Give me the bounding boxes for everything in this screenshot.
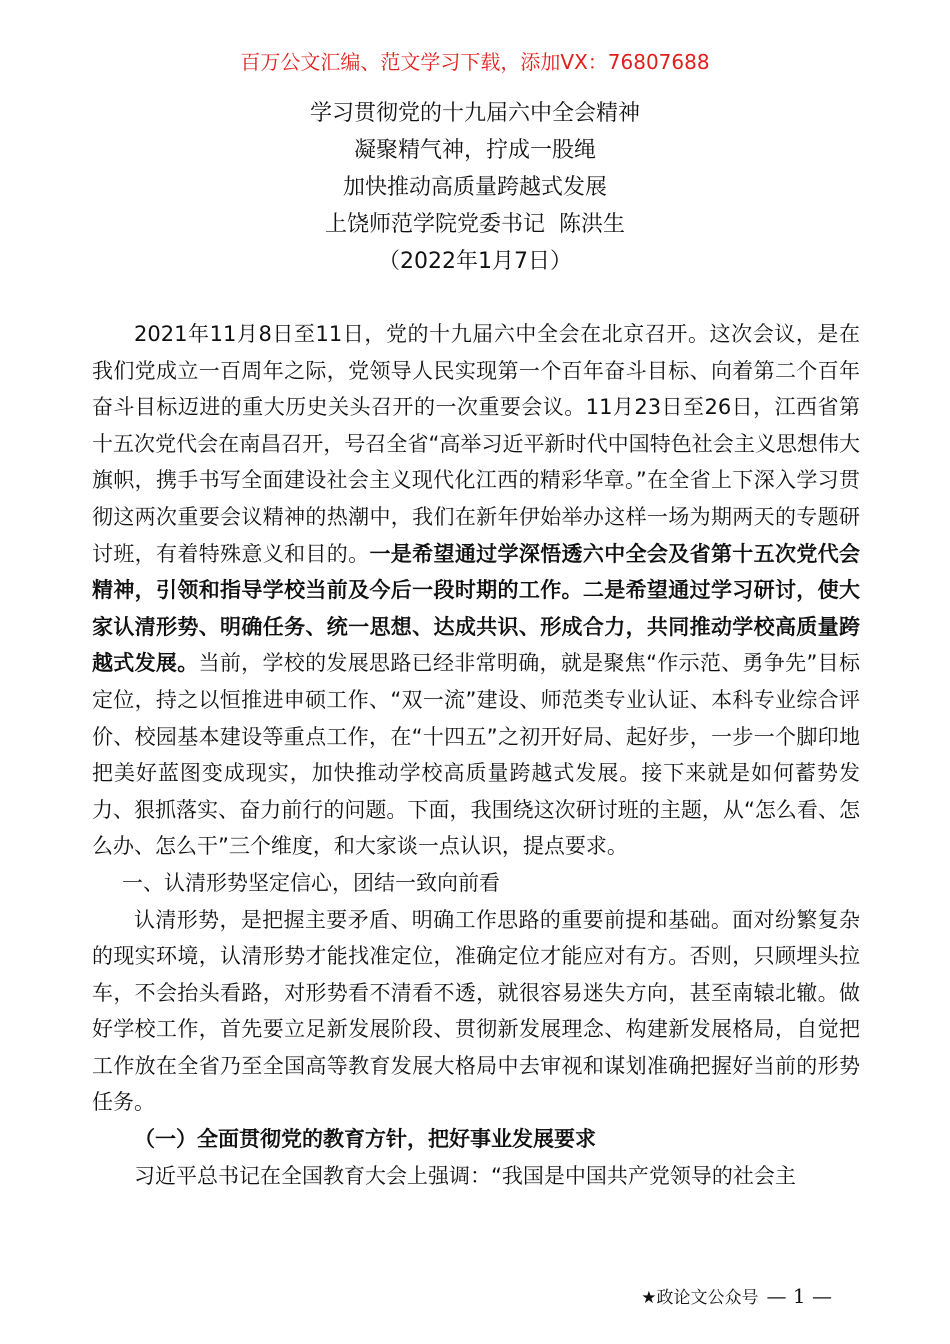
date-line: （2022年1月7日） [378,249,572,274]
paragraph-intro [92,316,860,865]
title-line-3: 加快推动高质量跨越式发展 [342,175,607,200]
section-heading-1: 一、认清形势坚定信心，团结一致向前看 [122,870,500,895]
paragraph-situation: 认清形势，是把握主要矛盾、明确工作思路的重要前提和基础。面对纷繁复杂的现实环境，认清形势才能找准定位，准确定位才能应对有方。否则，只顾埋头拉车，不会抬头看路，对形势看不清看不透，就很容易迷失方向，甚至南辕北辙。做好学校工作，首先要立足新发展阶段、贯彻新发展理念、构建新发展格局，自觉把工作放在全省乃至全国高等教育发展大格局中去审视和谋划准确把握好当前的形势任务。 [92,907,860,1115]
page-number: — 1 — [766,1283,832,1308]
author-line: 上饶师范学院党委书记 陈洪生 [325,212,625,237]
paragraph-quote-start: 习近平总书记在全国教育大会上强调：“我国是中国共产党领导的社会主 [134,1163,796,1188]
document-title-block [0,95,950,280]
paragraph-intro-part-a: 2021年11月8日至11日，党的十九届六中全会在北京召开。这次会议，是在我们党成立一百周年之际，党领导人民实现第一个百年奋斗目标、向着第二个百年奋斗目标迈进的重大历史关头召开的一次重要会议。11月23日至26日，江西省第十五次党代会在南昌召开，号召全省“高举习近平新时代中国特色社会主义思想伟大旗帜，携手书写全面建设社会主义现代化江西的精彩华章。”在全省上下深入学习贯彻这两次重要会议精神的热潮中，我们在新年伊始举办这样一场为期两天的专题研讨班，有着特殊意义和目的。 [92,322,860,566]
page-footer [641,1283,832,1308]
header-watermark-note: 百万公文汇编、范文学习下载，添加VX：76807688 [240,50,710,74]
sub-heading-1: （一）全面贯彻党的教育方针，把好事业发展要求 [134,1127,596,1152]
title-line-1: 学习贯彻党的十九届六中全会精神 [309,101,640,126]
title-line-2: 凝聚精气神，拧成一股绳 [353,138,596,163]
paragraph-intro-part-b: 当前，学校的发展思路已经非常明确，就是聚焦“作示范、勇争先”目标定位，持之以恒推进申硕工作、“双一流”建设、师范类专业认证、本科专业综合评价、校园基本建设等重点工作，在“十四五”之初开好局、起好步，一步一个脚印地把美好蓝图变成现实，加快推动学校高质量跨越式发展。接下来就是如何蓄势发力、狠抓落实、奋力前行的问题。下面，我围绕这次研讨班的主题，从“怎么看、怎么办、怎么干”三个维度，和大家谈一点认识，提点要求。 [92,651,860,859]
document-body [92,316,860,1194]
footer-source: ★政论文公众号 [641,1288,759,1308]
paragraph-intro-bold: 一是希望通过学深悟透六中全会及省第十五次党代会精神，引领和指导学校当前及今后一段时期的工作。二是希望通过学习研讨，使大家认清形势、明确任务、统一思想、达成共识、形成合力，共同推动学校高质量跨越式发展。 [92,541,861,676]
